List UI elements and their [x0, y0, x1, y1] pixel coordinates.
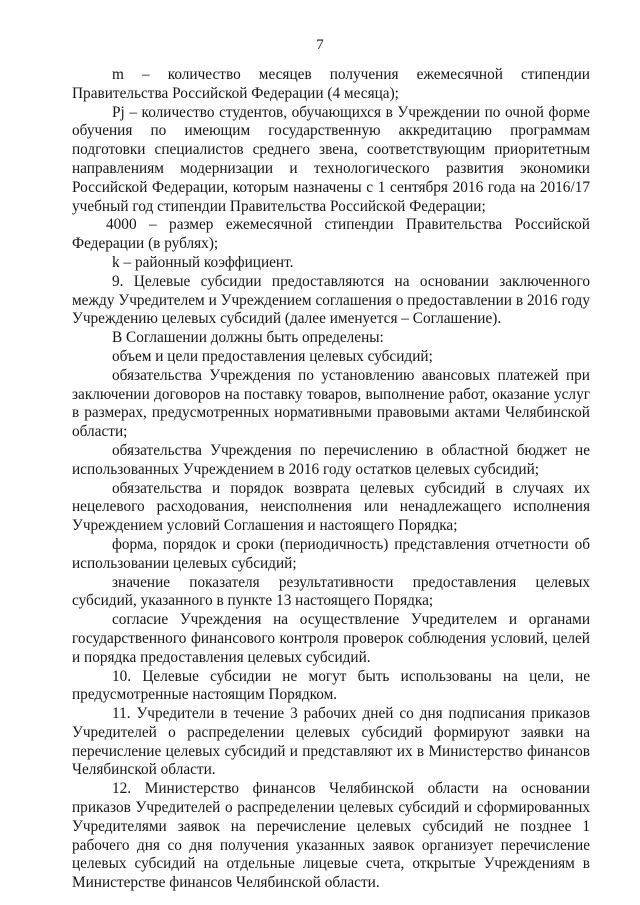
paragraph-agreement-item-2: обязательства Учреждения по установлению авансовых платежей при заключении договоров на поставку товаров, выполнение работ, оказание услуг в размерах, предусмотренных нормативными правовыми актами Челябинской области; [72, 366, 590, 441]
paragraph-clause-12: 12. Министерство финансов Челябинской области на основании приказов Учредителей о распределении целевых субсидий и сформированных Учредителями заявок на перечисление целевых субсидий не позднее 1 рабочего дня со дня получения указанных заявок организует перечисление целевых субсидий на отдельные лицевые счета, открытые Учреждениям в Министерстве финансов Челябинской области. [72, 780, 590, 892]
paragraph-formula-4000: 4000 – размер ежемесячной стипендии Правительства Российской Федерации (в рублях); [72, 216, 590, 253]
paragraph-agreement-intro: В Соглашении должны быть определены: [112, 329, 384, 347]
page-number: 7 [316, 37, 324, 53]
paragraph-agreement-item-6: значение показателя результативности предоставления целевых субсидий, указанного в пункте 13 настоящего Порядка; [72, 573, 590, 610]
paragraph-agreement-item-3: обязательства Учреждения по перечислению в областной бюджет не использованных Учреждением в 2016 году остатков целевых субсидий; [72, 441, 590, 478]
paragraph-agreement-item-1: объем и цели предоставления целевых субсидий; [112, 347, 433, 365]
paragraph-formula-pj: Pj – количество студентов, обучающихся в Учреждении по очной форме обучения по имеющим государственную аккредитацию программам подготовки специалистов среднего звена, соответствующим приоритетным направлениям модернизации и технологического развития экономики Российской Федерации, которым назначены с 1 сентября 2016 года на 2016/17 учебный год стипендии Правительства Российской Федерации; [72, 103, 590, 215]
paragraph-clause-10: 10. Целевые субсидии не могут быть использованы на цели, не предусмотренные настоящим Порядком. [72, 667, 590, 704]
paragraph-clause-9: 9. Целевые субсидии предоставляются на основании заключенного между Учредителем и Учреждением соглашения о предоставлении в 2016 году Учреждению целевых субсидий (далее именуется – Соглашение). [72, 272, 590, 328]
paragraph-clause-11: 11. Учредители в течение 3 рабочих дней со дня подписания приказов Учредителей о распределении целевых субсидий формируют заявки на перечисление целевых субсидий и представляют их в Министерство финансов Челябинской области. [72, 705, 590, 779]
paragraph-agreement-item-7: согласие Учреждения на осуществление Учредителем и органами государственного финансового контроля проверок соблюдения условий, целей и порядка предоставления целевых субсидий. [72, 611, 590, 666]
paragraph-formula-k: k – районный коэффициент. [112, 253, 294, 271]
paragraph-agreement-item-5: форма, порядок и сроки (периодичность) представления отчетности об использовании целевых субсидий; [72, 535, 590, 572]
paragraph-formula-m: m – количество месяцев получения ежемесячной стипендии Правительства Российской Федерации (4 месяца); [72, 66, 590, 102]
paragraph-agreement-item-4: обязательства и порядок возврата целевых субсидий в случаях их нецелевого расходования, неисполнения или ненадлежащего исполнения Учреждением условий Соглашения и настоящего Порядка; [72, 479, 590, 535]
document-body [72, 66, 590, 893]
